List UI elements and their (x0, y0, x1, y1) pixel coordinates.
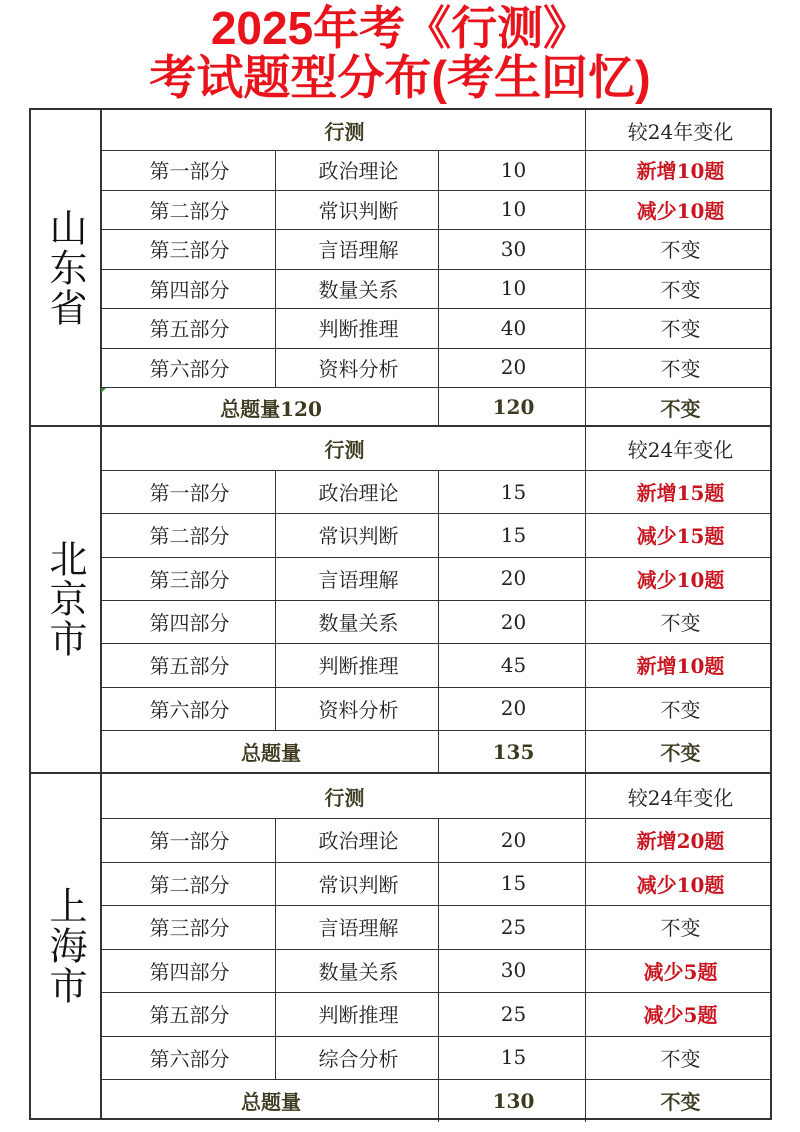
section-shandong (29, 108, 772, 425)
count-cell: 20 (500, 355, 527, 380)
part-cell: 第三部分 (149, 916, 230, 941)
change-cell: 减少10题 (636, 872, 725, 897)
count-cell: 25 (500, 914, 527, 939)
change-cell: 减少10题 (636, 198, 725, 223)
part-cell: 第二部分 (149, 872, 230, 897)
part-cell: 第三部分 (149, 238, 230, 263)
province-name: 山东省 (43, 207, 87, 328)
change-cell: 不变 (660, 317, 701, 342)
total-change: 不变 (660, 741, 701, 766)
column-divider (275, 150, 276, 387)
count-cell: 45 (500, 652, 527, 677)
page-title-line2: 考试题型分布(考生回忆) (149, 51, 651, 104)
question-type-cell: 言语理解 (318, 567, 399, 592)
question-type-cell: 判断推理 (318, 317, 399, 342)
count-cell: 25 (500, 1001, 527, 1026)
count-cell: 15 (500, 479, 527, 504)
province-label-cell (31, 427, 102, 772)
question-type-cell: 判断推理 (318, 1003, 399, 1028)
count-cell: 20 (500, 609, 527, 634)
section-beijing (29, 425, 772, 772)
question-type-cell: 言语理解 (318, 238, 399, 263)
change-cell: 不变 (660, 916, 701, 941)
change-cell: 减少15题 (636, 524, 725, 549)
header-change: 较24年变化 (627, 438, 734, 462)
count-cell: 15 (500, 522, 527, 547)
province-label-cell (31, 774, 102, 1118)
change-cell: 不变 (660, 611, 701, 636)
part-cell: 第六部分 (149, 356, 230, 381)
total-change: 不变 (660, 396, 701, 421)
cell-comment-marker-icon (101, 388, 106, 393)
question-type-cell: 政治理论 (318, 481, 399, 506)
part-cell: 第四部分 (149, 277, 230, 302)
total-label: 总题量 (241, 741, 301, 766)
part-cell: 第六部分 (149, 697, 230, 722)
total-change: 不变 (660, 1090, 701, 1114)
question-type-cell: 常识判断 (318, 524, 399, 549)
header-subject: 行测 (324, 119, 365, 144)
total-count: 135 (492, 739, 535, 764)
change-cell: 减少5题 (643, 1003, 718, 1028)
change-cell: 不变 (660, 697, 701, 722)
province-name: 上海市 (43, 886, 87, 1006)
province-label-cell (31, 110, 102, 425)
count-cell: 10 (500, 197, 527, 222)
part-cell: 第二部分 (149, 198, 230, 223)
change-cell: 新增10题 (636, 654, 725, 679)
question-type-cell: 资料分析 (318, 697, 399, 722)
change-cell: 新增10题 (636, 159, 725, 184)
header-change: 较24年变化 (627, 119, 734, 144)
change-cell: 不变 (660, 238, 701, 263)
question-type-cell: 资料分析 (318, 356, 399, 381)
question-type-cell: 言语理解 (318, 916, 399, 941)
question-type-cell: 常识判断 (318, 198, 399, 223)
total-label: 总题量 (241, 1090, 301, 1114)
question-type-cell: 政治理论 (318, 159, 399, 184)
page-title-line1: 2025年考《行测》 (210, 2, 590, 54)
part-cell: 第四部分 (149, 611, 230, 636)
part-cell: 第一部分 (149, 829, 230, 854)
count-cell: 15 (500, 1045, 527, 1070)
change-cell: 新增20题 (636, 829, 725, 854)
question-type-cell: 常识判断 (318, 872, 399, 897)
count-cell: 30 (500, 958, 527, 983)
change-cell: 新增15题 (636, 481, 725, 506)
count-cell: 20 (500, 566, 527, 591)
part-cell: 第四部分 (149, 959, 230, 984)
count-cell: 10 (500, 276, 527, 301)
part-cell: 第五部分 (149, 1003, 230, 1028)
column-divider (438, 150, 439, 427)
question-type-cell: 政治理论 (318, 829, 399, 854)
part-cell: 第六部分 (149, 1046, 230, 1071)
question-type-cell: 数量关系 (318, 611, 399, 636)
count-cell: 40 (500, 315, 527, 340)
part-cell: 第五部分 (149, 654, 230, 679)
part-cell: 第一部分 (149, 159, 230, 184)
header-subject: 行测 (324, 438, 365, 462)
column-divider (438, 470, 439, 774)
total-count: 130 (492, 1088, 535, 1113)
column-divider (438, 818, 439, 1122)
count-cell: 30 (500, 236, 527, 261)
count-cell: 10 (500, 157, 527, 182)
header-change: 较24年变化 (627, 785, 734, 810)
province-name: 北京市 (43, 539, 87, 660)
count-cell: 20 (500, 827, 527, 852)
change-cell: 减少5题 (643, 959, 718, 984)
part-cell: 第一部分 (149, 481, 230, 506)
column-divider (275, 470, 276, 730)
section-shanghai (29, 772, 772, 1120)
question-type-cell: 判断推理 (318, 654, 399, 679)
change-cell: 减少10题 (636, 567, 725, 592)
part-cell: 第二部分 (149, 524, 230, 549)
question-type-cell: 数量关系 (318, 959, 399, 984)
count-cell: 15 (500, 871, 527, 896)
question-type-cell: 综合分析 (318, 1046, 399, 1071)
count-cell: 20 (500, 696, 527, 721)
column-divider (275, 818, 276, 1079)
total-label: 总题量120 (220, 396, 322, 421)
change-cell: 不变 (660, 356, 701, 381)
change-cell: 不变 (660, 1046, 701, 1071)
total-count: 120 (492, 395, 535, 419)
header-subject: 行测 (324, 785, 365, 810)
change-cell: 不变 (660, 277, 701, 302)
part-cell: 第五部分 (149, 317, 230, 342)
question-type-cell: 数量关系 (318, 277, 399, 302)
part-cell: 第三部分 (149, 567, 230, 592)
